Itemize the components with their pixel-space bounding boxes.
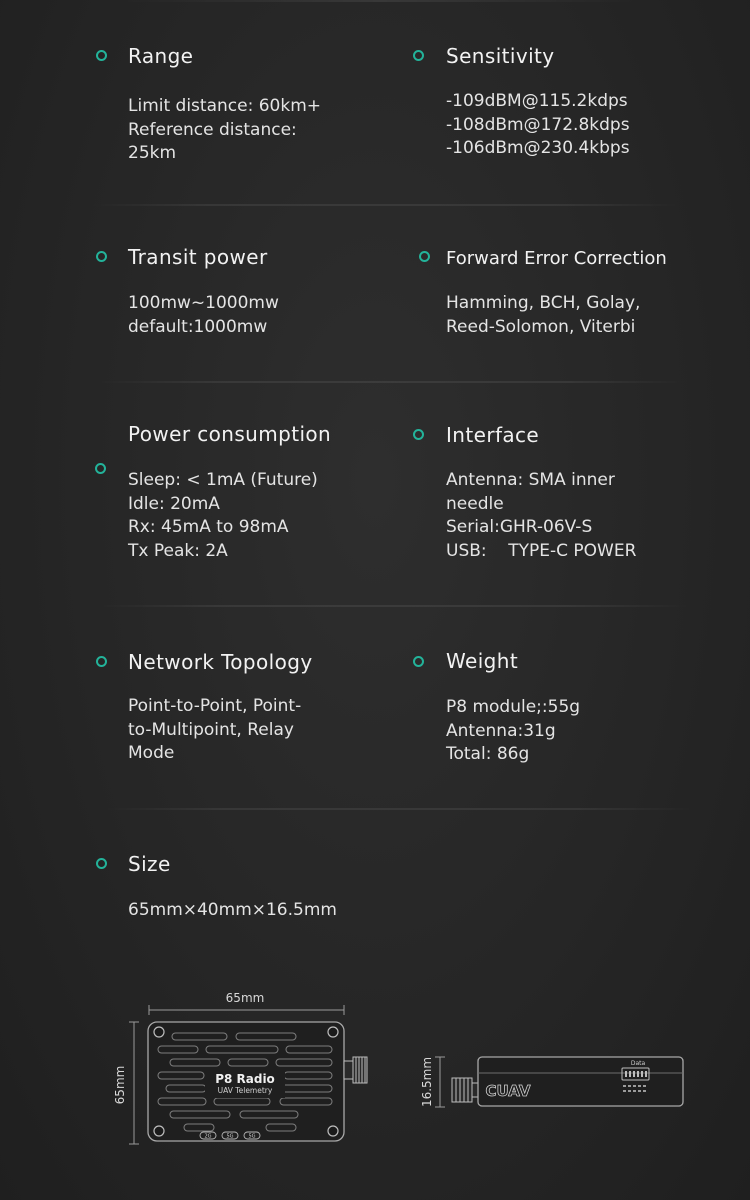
spec-line: Idle: 20mA: [128, 493, 220, 514]
height-dimension-label: 65mm: [113, 1065, 127, 1105]
spec-body: [128, 899, 337, 923]
bullet-icon: [96, 858, 107, 869]
spec-body: [446, 292, 640, 339]
antenna-connector-icon: [344, 1057, 367, 1083]
side-brand-logo: CUAV: [485, 1082, 531, 1100]
data-port-label: Data: [630, 1060, 646, 1067]
side-antenna-connector-icon: [452, 1078, 478, 1102]
spec-line: USB: TYPE-C POWER: [446, 540, 637, 561]
spec-body: [446, 469, 636, 563]
bullet-icon: [96, 50, 107, 61]
device-side-view-diagram: [420, 1045, 690, 1125]
side-height-dimension-label: 16.5mm: [420, 1056, 434, 1108]
spec-title: Forward Error Correction: [446, 248, 667, 269]
bullet-icon: [96, 251, 107, 262]
spec-line: Sleep: < 1mA (Future): [128, 470, 318, 490]
spec-line: -109dBM@115.2kdps: [446, 91, 628, 111]
led-label: 5G: [248, 1133, 256, 1140]
spec-title: Network Topology: [128, 650, 313, 674]
spec-title: Interface: [446, 423, 540, 447]
spec-body: [128, 469, 318, 563]
spec-line: Limit distance: 60km+: [128, 96, 321, 116]
spec-line: -108dBm@172.8kdps: [446, 114, 630, 135]
spec-body: [128, 292, 279, 339]
section-divider: [98, 381, 688, 383]
spec-line: Total: 86g: [446, 744, 530, 764]
spec-line: to-Multipoint, Relay: [128, 719, 294, 740]
spec-line: 25km: [128, 143, 177, 163]
bullet-icon: [96, 656, 107, 667]
spec-title: Weight: [446, 649, 519, 673]
spec-line: Rx: 45mA to 98mA: [128, 517, 289, 537]
spec-body: [128, 695, 301, 766]
spec-line: -106dBm@230.4kbps: [446, 138, 630, 158]
spec-line: P8 module;:55g: [446, 697, 581, 717]
spec-body: [128, 95, 321, 166]
spec-line: 100mw~1000mw: [128, 293, 279, 313]
spec-line: Reference distance:: [128, 119, 297, 140]
section-divider: [104, 808, 694, 810]
spec-line: needle: [446, 493, 504, 514]
spec-title: Size: [128, 852, 171, 876]
device-name-label: P8 Radio: [215, 1072, 275, 1086]
spec-line: default:1000mw: [128, 316, 268, 337]
spec-line: Mode: [128, 743, 175, 763]
spec-line: Antenna:31g: [446, 720, 556, 741]
spec-title: Range: [128, 44, 194, 68]
spec-title: Power consumption: [128, 422, 332, 446]
width-dimension-label: 65mm: [225, 991, 265, 1005]
top-divider: [120, 0, 640, 2]
spec-title: Sensitivity: [446, 44, 555, 68]
bullet-icon: [413, 50, 424, 61]
bullet-icon: [413, 656, 424, 667]
bullet-icon: [413, 429, 424, 440]
spec-title: Transit power: [128, 245, 268, 269]
device-top-view-diagram: [100, 985, 370, 1150]
led-label: 5G: [226, 1133, 234, 1140]
led-label: 2G: [204, 1133, 212, 1140]
spec-line: Tx Peak: 2A: [128, 540, 228, 561]
device-subtitle-label: UAV Telemetry: [217, 1086, 273, 1095]
spec-body: [446, 90, 630, 161]
spec-line: Antenna: SMA inner: [446, 470, 615, 490]
spec-body: [446, 696, 580, 767]
spec-line: Reed-Solomon, Viterbi: [446, 316, 636, 337]
bullet-icon: [95, 463, 106, 474]
bullet-icon: [419, 251, 430, 262]
section-divider: [90, 204, 680, 206]
spec-line: Serial:GHR-06V-S: [446, 517, 593, 537]
spec-line: 65mm×40mm×16.5mm: [128, 900, 337, 920]
spec-line: Point-to-Point, Point-: [128, 696, 302, 716]
spec-line: Hamming, BCH, Golay,: [446, 293, 641, 313]
section-divider: [100, 605, 690, 607]
